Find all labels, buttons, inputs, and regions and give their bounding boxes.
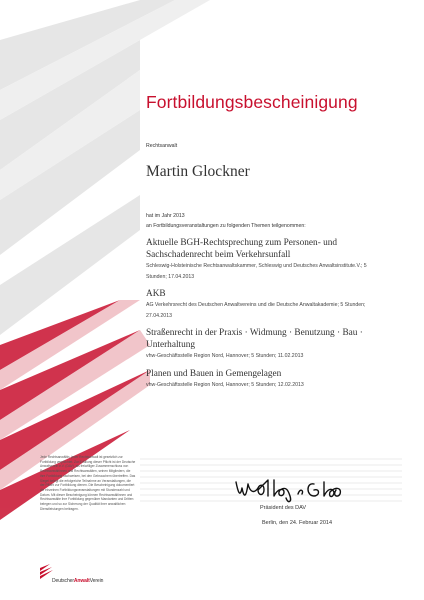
signature-date: Berlin, den 24. Februar 2014 (262, 520, 333, 526)
signatory-title: Präsident des DAV (260, 505, 307, 511)
dav-logo-text (52, 578, 103, 584)
course-detail: vhw-Geschäftsstelle Region Nord, Hannover; 5 Stunden; 11.02.2013 (146, 353, 304, 359)
recipient-name: Martin Glockner (146, 163, 250, 180)
course-title: Straßenrecht in der Praxis · Widmung · Benutzung · Bau · Unterhaltung (146, 328, 363, 350)
intro-line-topics: an Fortbildungsveranstaltungen zu folgenden Themen teilgenommen: (146, 223, 306, 229)
course-detail: AG Verkehrsrecht des Deutschen Anwaltvereins und die Deutsche Anwaltakademie; 5 Stunden; 27.04.2013 (146, 302, 366, 319)
course-detail: vhw-Geschäftsstelle Region Nord, Hannover; 5 Stunden; 12.02.2013 (146, 381, 304, 388)
course-item (146, 327, 381, 362)
course-title: AKB (146, 289, 166, 299)
role-label: Rechtsanwalt (146, 143, 178, 149)
course-item (146, 368, 381, 391)
footnote-text: Jede Rechtsanwältin, jeder Rechtsanwalt ist gesetzlich zur Fortbildung verpflichtet. Zur Erfüllung dieser Pflicht ist der Deutsche Anwaltverein e.V. (DAV), als freiwilliger Zusammenschluss von Rechtsanwältinnen und Rechtsanwälten, seinen Mitgliedern, die ihre Fortbildung nachweisen, bei den Gebrauchern übertreffen. Das Siegel belegt die erfolgreiche Teilnahme an Veranstaltungen, die der Pflicht zur Fortbildung dienen. Die Bescheinigung dokumentiert die einzelnen Fortbildungsveranstaltungen mit Stundenzahl und Datum. Mit dieser Bescheinigung können Rechtsanwältinnen und Rechtsanwälte ihre Fortbildung gegenüber Mandanten und Dritten belegen und so zur Sicherung der Qualität ihrer anwaltlichen Dienstleistungen beitragen. (40, 455, 136, 511)
logo-text-bold: Anwalt (73, 578, 90, 584)
certificate-title: Fortbildungsbescheinigung (146, 92, 358, 112)
course-detail: Schleswig-Holsteinische Rechtsanwaltskammer, Schleswig und Deutsches Anwaltsinstitute.V.; 5 Stunden; 17.04.2013 (146, 263, 367, 280)
course-item (146, 237, 381, 282)
logo-text-end: Verein (89, 578, 104, 584)
intro-line-year: hat im Jahr 2013 (146, 213, 185, 219)
course-title: Planen und Bauen in Gemengelagen (146, 368, 282, 379)
intro-text (146, 211, 306, 231)
course-title: Aktuelle BGH-Rechtsprechung zum Personen- und Sachschadenrecht beim Verkehrsunfall (146, 238, 338, 260)
course-item (146, 288, 381, 321)
handwritten-signature (228, 474, 358, 504)
logo-text-part: Deutscher (52, 578, 74, 584)
course-list (146, 237, 381, 396)
